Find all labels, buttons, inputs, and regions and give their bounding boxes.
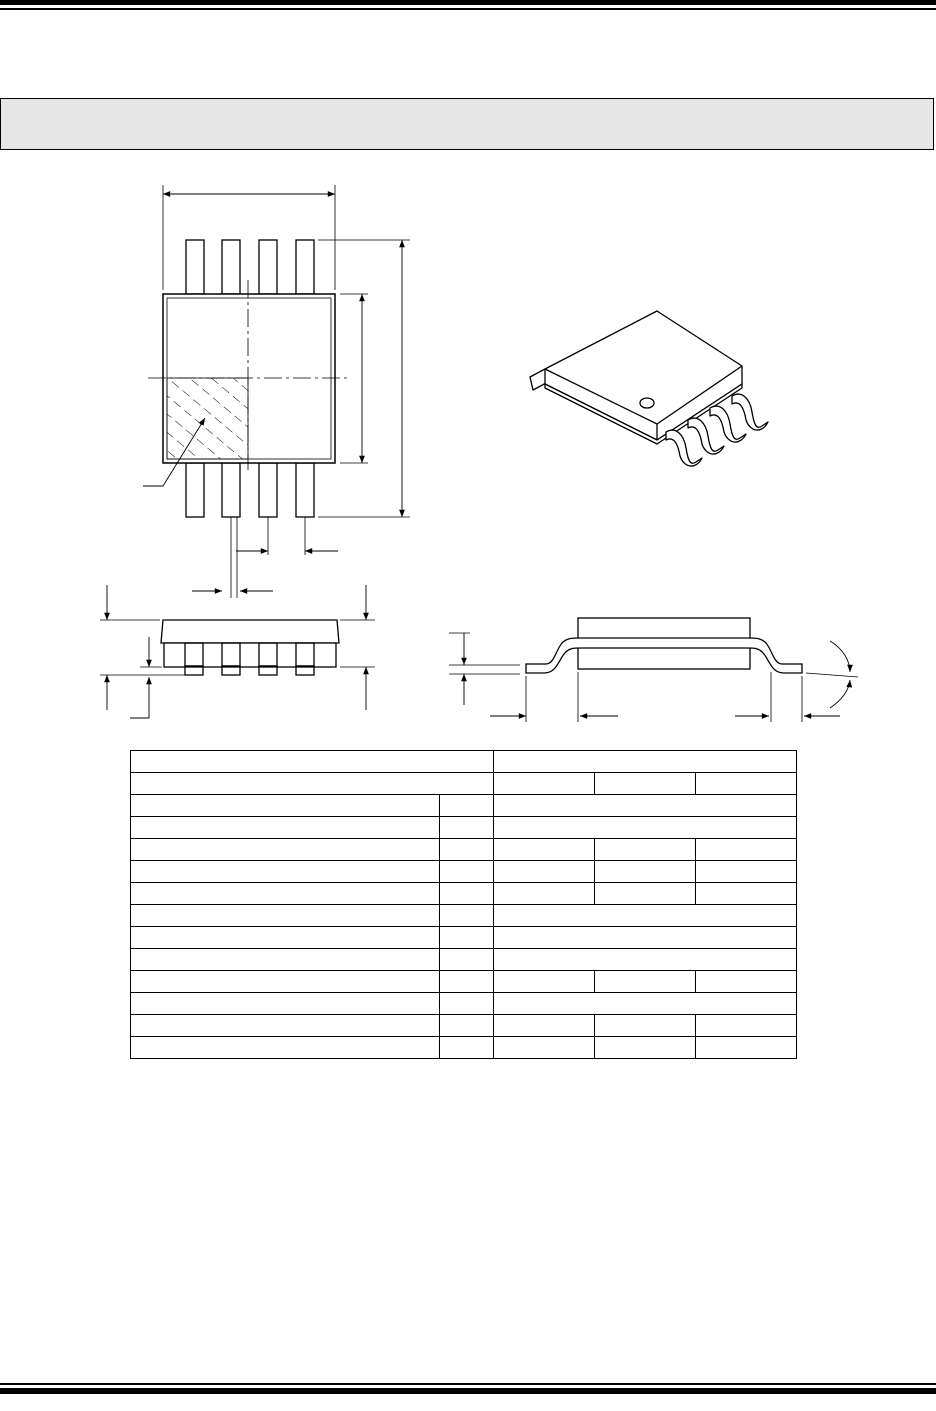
table-cell <box>131 1037 440 1059</box>
table-row <box>131 1037 797 1059</box>
table-cell <box>494 949 797 971</box>
table-cell <box>595 1037 696 1059</box>
table-header-row <box>131 773 797 795</box>
table-row <box>131 949 797 971</box>
table-cell <box>131 817 440 839</box>
table-cell <box>494 1037 595 1059</box>
table-cell <box>494 839 595 861</box>
table-cell <box>595 839 696 861</box>
table-cell <box>595 773 696 795</box>
table-cell <box>131 795 440 817</box>
table-cell <box>494 971 595 993</box>
table-cell <box>131 905 440 927</box>
table-cell <box>494 883 595 905</box>
side-view <box>449 618 858 722</box>
table-cell <box>696 1037 797 1059</box>
table-cell <box>494 927 797 949</box>
table-cell <box>131 861 440 883</box>
table-cell <box>595 861 696 883</box>
table-cell <box>440 927 494 949</box>
table-cell <box>494 751 797 773</box>
table-cell <box>494 905 797 927</box>
table-row <box>131 839 797 861</box>
table-cell <box>440 949 494 971</box>
table-cell <box>131 993 440 1015</box>
table-cell <box>131 971 440 993</box>
table-cell <box>440 1015 494 1037</box>
table-cell <box>440 971 494 993</box>
table-cell <box>440 839 494 861</box>
table-cell <box>494 817 797 839</box>
table-cell <box>494 993 797 1015</box>
table-cell <box>494 861 595 883</box>
table-cell <box>696 839 797 861</box>
table-row <box>131 1015 797 1037</box>
table-cell <box>494 1015 595 1037</box>
table-cell <box>440 861 494 883</box>
table-cell <box>131 773 494 795</box>
table-row <box>131 861 797 883</box>
table-row <box>131 883 797 905</box>
table-cell <box>595 971 696 993</box>
table-cell <box>131 839 440 861</box>
table-cell <box>131 1015 440 1037</box>
table-cell <box>595 883 696 905</box>
table-cell <box>696 861 797 883</box>
table-row <box>131 927 797 949</box>
table-cell <box>595 1015 696 1037</box>
table-cell <box>696 1015 797 1037</box>
table-cell <box>440 993 494 1015</box>
table-row <box>131 905 797 927</box>
table-cell <box>696 883 797 905</box>
table-cell <box>440 905 494 927</box>
table-cell <box>131 949 440 971</box>
table-row <box>131 817 797 839</box>
table-header-row <box>131 751 797 773</box>
table-cell <box>131 927 440 949</box>
table-cell <box>440 817 494 839</box>
table-row <box>131 993 797 1015</box>
end-view <box>100 585 375 718</box>
table-cell <box>696 971 797 993</box>
table-row <box>131 795 797 817</box>
table-cell <box>440 1037 494 1059</box>
table-row <box>131 971 797 993</box>
dimensions-table <box>130 750 797 1059</box>
table-cell <box>440 795 494 817</box>
table-cell <box>696 773 797 795</box>
table-cell <box>494 795 797 817</box>
table-cell <box>131 883 440 905</box>
top-view <box>143 185 410 598</box>
table-cell <box>440 883 494 905</box>
table-cell <box>494 773 595 795</box>
isometric-view <box>530 311 768 466</box>
table-cell <box>131 751 494 773</box>
